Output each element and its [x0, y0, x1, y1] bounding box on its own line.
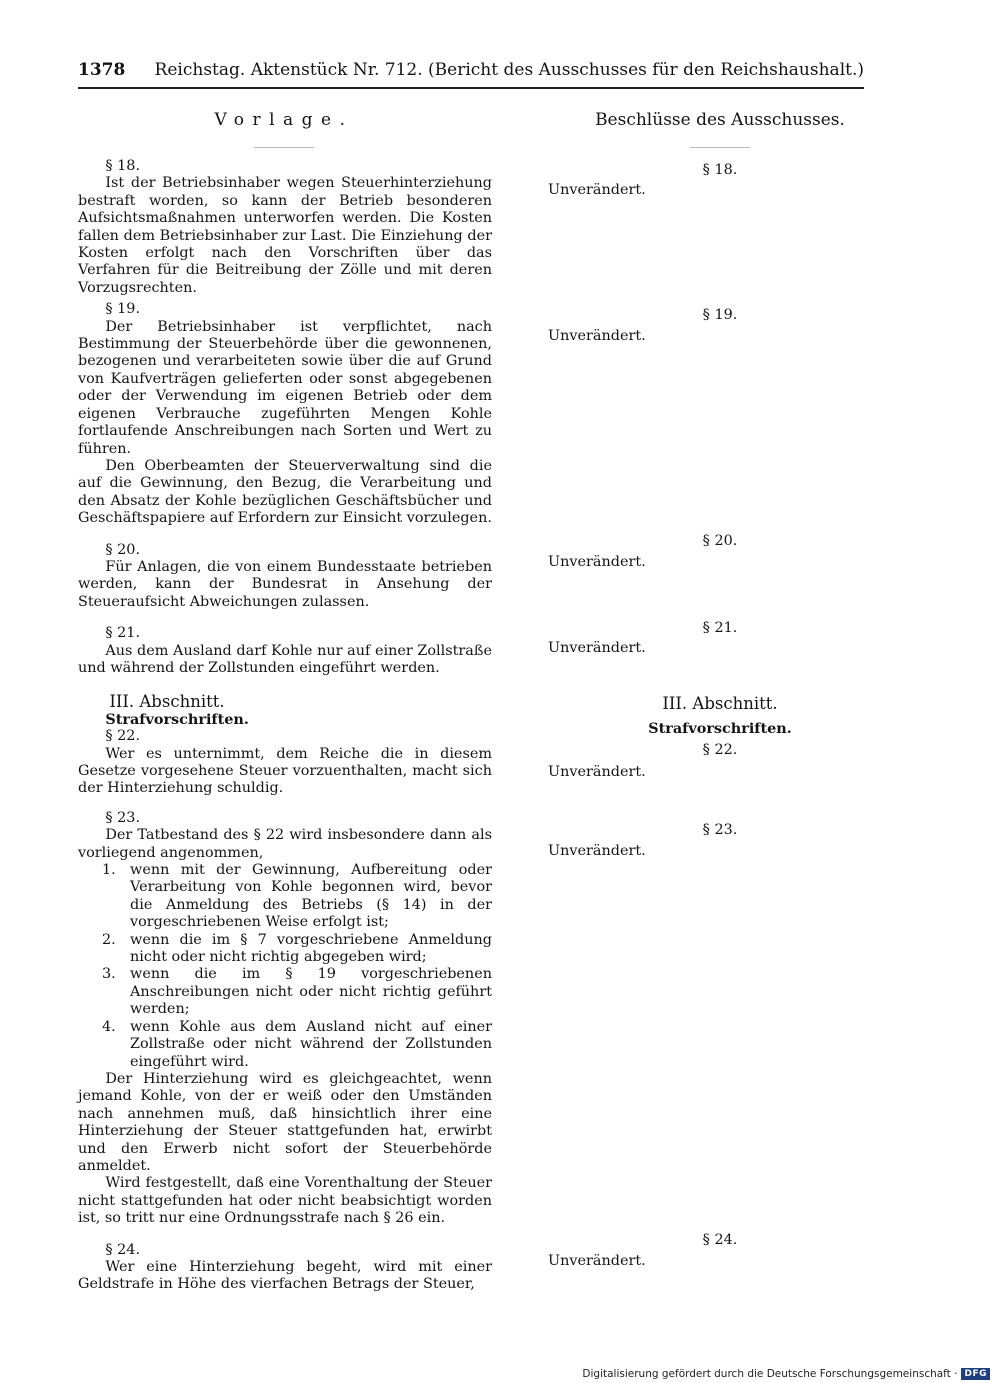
- paragraph-number: § 24.: [702, 1232, 738, 1248]
- paragraph-text: Wer es unternimmt, dem Reiche die in diesem Gesetze vorgesehene Steuer vorzuenthalten, macht sich der Hinterziehung schuldig.: [78, 745, 492, 797]
- list-text: wenn Kohle aus dem Ausland nicht auf einer Zollstraße oder nicht während der Zollstunden eingeführt wird.: [130, 1018, 492, 1070]
- right-column-heading: Beschlüsse des Ausschusses.: [595, 110, 845, 130]
- paragraph-text: Der Hinterziehung wird es gleichgeachtet, wenn jemand Kohle, von der er weiß oder den Umständen nach annehmen muß, daß hinsichtlich ihrer eine Hinterziehung der Steuer stattgefunden hat, erwirbt und den Erwerb nicht sofort der Steuerbehörde anmeldet.: [78, 1070, 492, 1174]
- section-title: III. Abschnitt.: [109, 692, 225, 712]
- list-number: 2.: [102, 931, 116, 948]
- decision-text: Unverändert.: [548, 328, 646, 344]
- paragraph-text: Der Tatbestand des § 22 wird insbesondere dann als vorliegend angenommen,: [78, 827, 492, 861]
- footer-text: Digitalisierung gefördert durch die Deutsche Forschungsgemeinschaft ·: [582, 1368, 958, 1380]
- list-item: [78, 862, 492, 932]
- dfg-logo: DFG: [961, 1368, 990, 1380]
- section-title: III. Abschnitt.: [662, 694, 778, 713]
- decision-text: Unverändert.: [548, 182, 646, 198]
- paragraph-number: § 22.: [702, 742, 738, 758]
- decision-text: Unverändert.: [548, 1253, 646, 1269]
- paragraph-number: § 21.: [105, 625, 141, 642]
- page-header: [78, 60, 864, 80]
- list-item: [78, 966, 492, 1018]
- list-item: [78, 1019, 492, 1071]
- paragraph-text: Für Anlagen, die von einem Bundesstaate betrieben werden, kann der Bundesrat in Ansehung der Steueraufsicht Abweichungen zulassen.: [78, 558, 492, 610]
- left-column-heading: Vorlage.: [214, 110, 354, 130]
- paragraph-text: Den Oberbeamten der Steuerverwaltung sind die auf die Gewinnung, den Bezug, die Verarbeitung und den Absatz der Kohle bezüglichen Geschäftsbücher und Geschäftspapiere auf Erfordern zur Einsicht vorzulegen.: [78, 457, 492, 527]
- decision-text: Unverändert.: [548, 640, 646, 656]
- decision-text: Unverändert.: [548, 554, 646, 570]
- paragraph-number: § 22.: [105, 728, 141, 745]
- paragraph-number: § 24.: [105, 1241, 141, 1258]
- list-number: 1.: [102, 862, 116, 879]
- running-title: Reichstag. Aktenstück Nr. 712. (Bericht des Ausschusses für den Reichshaushalt.): [154, 60, 864, 80]
- paragraph-text: Aus dem Ausland darf Kohle nur auf einer Zollstraße und während der Zollstunden eingeführt werden.: [78, 642, 492, 676]
- paragraph-number: § 18.: [105, 158, 141, 174]
- list-text: wenn mit der Gewinnung, Aufbereitung oder Verarbeitung von Kohle begonnen wird, bevor die Anmeldung des Betriebs (§ 14) in der vorgeschriebenen Weise erfolgt ist;: [130, 862, 492, 931]
- paragraph-number: § 19.: [702, 307, 738, 323]
- paragraph-number: § 19.: [105, 301, 141, 318]
- paragraph-text: Wer eine Hinterziehung begeht, wird mit einer Geldstrafe in Höhe des vierfachen Betrags der Steuer,: [78, 1258, 492, 1293]
- paragraph-number: § 20.: [105, 541, 141, 558]
- list-item: [78, 932, 492, 967]
- paragraph-number: § 21.: [702, 620, 738, 636]
- left-column: [78, 158, 492, 1294]
- decision-text: Unverändert.: [548, 843, 646, 859]
- divider-mark: [690, 147, 750, 148]
- header-rule: [78, 87, 864, 89]
- paragraph-text: Wird festgestellt, daß eine Vorenthaltung der Steuer nicht stattgefunden hat oder nicht beabsichtigt worden ist, so tritt nur eine Ordnungsstrafe nach § 26 ein.: [78, 1175, 492, 1227]
- page-number: 1378: [78, 60, 126, 80]
- paragraph-number: § 18.: [702, 162, 738, 178]
- paragraph-number: § 20.: [702, 533, 738, 549]
- decision-text: Unverändert.: [548, 764, 646, 780]
- condition-list: [78, 862, 492, 1071]
- paragraph-text: Der Betriebsinhaber ist verpflichtet, nach Bestimmung der Steuerbehörde über die gewonnenen, bezogenen und verarbeiteten sowie über die auf Grund von Kaufverträgen gelieferten oder sonst abgegebenen oder der Verwendung im eigenen Betrieb oder dem eigenen Verbrauche zugeführten Mengen Kohle fortlaufende Anschreibungen nach Sorten und Wert zu führen.: [78, 318, 492, 457]
- list-text: wenn die im § 7 vorgeschriebene Anmeldung nicht oder nicht richtig abgegeben wird;: [130, 931, 492, 966]
- paragraph-number: § 23.: [105, 809, 141, 826]
- paragraph-number: § 23.: [702, 822, 738, 838]
- list-number: 4.: [102, 1018, 116, 1035]
- footer-credit: [582, 1368, 990, 1380]
- divider-mark: [254, 147, 314, 148]
- section-subtitle: Strafvorschriften.: [105, 710, 249, 728]
- section-subtitle: Strafvorschriften.: [648, 720, 792, 737]
- list-text: wenn die im § 19 vorgeschriebenen Anschreibungen nicht oder nicht richtig geführt werden;: [130, 966, 492, 1018]
- paragraph-text: Ist der Betriebsinhaber wegen Steuerhinterziehung bestraft worden, so kann der Betrieb besonderen Aufsichtsmaßnahmen unterworfen werden. Die Kosten fallen dem Betriebsinhaber zur Last. Die Einziehung der Kosten erfolgt nach den Vorschriften über das Verfahren für die Beitreibung der Zölle und mit deren Vorzugsrechten.: [78, 175, 492, 296]
- list-number: 3.: [102, 966, 116, 983]
